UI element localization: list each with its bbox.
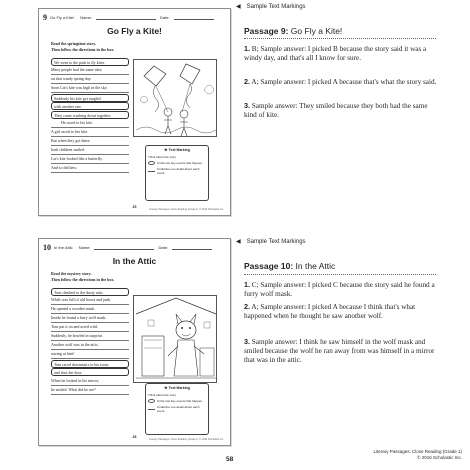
thumbnail-page-number: 10 bbox=[43, 243, 51, 252]
story-line: While was full of old boxes and junk. bbox=[51, 296, 129, 305]
directions-line: Then follow the directions in the box. bbox=[51, 47, 115, 52]
story-line: When he looked in his mirror, bbox=[51, 377, 129, 386]
circle-instruction: Circle two key events that happen. bbox=[148, 161, 206, 165]
thumbnail-header bbox=[43, 13, 226, 22]
page-number: 58 bbox=[226, 456, 234, 463]
name-line bbox=[96, 15, 156, 20]
answer-key-heading: Passage 9: Go Fly a Kite! bbox=[244, 26, 343, 36]
student-page-thumbnail bbox=[38, 238, 231, 446]
text-marking-intro: Think about the story. bbox=[148, 393, 177, 397]
story-line: and shut the door. bbox=[51, 368, 129, 376]
passage-title: In the Attic bbox=[112, 256, 157, 266]
thumbnail-header-title: In the Attic bbox=[54, 245, 73, 250]
thumbnail-credit: Literary Passages: Close Reading (Grade 1) © 2016 Scholastic Inc. bbox=[149, 208, 224, 211]
passage-title: Go Fly a Kite! bbox=[107, 26, 162, 36]
answer-item: 1. B; Sample answer: I picked B because the story said it was a windy day, and that's all I know for sure. bbox=[244, 44, 427, 62]
date-line bbox=[172, 245, 212, 250]
story-line: with another one. bbox=[51, 102, 129, 110]
underline-icon bbox=[148, 409, 155, 410]
thumbnail-header bbox=[43, 243, 226, 252]
answer-key-heading: Passage 10: In the Attic bbox=[244, 261, 336, 271]
directions-line: Read the springtime story. bbox=[51, 41, 97, 46]
dotted-divider bbox=[244, 274, 436, 275]
story-line: staring at him! bbox=[51, 350, 129, 359]
date-line bbox=[174, 15, 214, 20]
story-line: Many people had the same idea bbox=[51, 66, 129, 75]
story-line: Soon Liz's kite was high in the sky. bbox=[51, 84, 129, 93]
story-text bbox=[51, 57, 129, 173]
story-line: They came crashing down together. bbox=[51, 111, 129, 119]
thumbnail-footer-number: 25 bbox=[132, 205, 137, 209]
text-marking-box bbox=[145, 145, 209, 201]
story-line: And so did hers. bbox=[51, 164, 129, 173]
thumbnail-page-number: 9 bbox=[43, 13, 47, 22]
directions bbox=[51, 41, 114, 53]
story-line: Suddenly, he howled in surprise. bbox=[51, 332, 129, 341]
oval-icon bbox=[148, 161, 155, 165]
underline-instruction: Underline one detail about each event. bbox=[148, 405, 206, 413]
thumbnail-credit: Literary Passages: Close Reading (Grade 1) © 2016 Scholastic Inc. bbox=[149, 438, 224, 441]
dotted-divider bbox=[244, 38, 436, 39]
sample-markings-tag: ◀ Sample Text Markings bbox=[236, 3, 306, 10]
circle-instruction: Circle two key events that happen. bbox=[148, 399, 206, 403]
text-marking-title: ★ Text Marking bbox=[164, 385, 190, 390]
story-line: Tom put it on and acted wild. bbox=[51, 323, 129, 332]
story-line: both children smiled. bbox=[51, 146, 129, 155]
story-line: But when they got there, bbox=[51, 137, 129, 146]
text-marking-box bbox=[145, 383, 209, 435]
story-line: He raced to his kite. bbox=[51, 119, 129, 128]
underline-instruction: Underline one detail about each event. bbox=[148, 167, 206, 175]
star-icon: ★ bbox=[164, 385, 168, 390]
student-page-thumbnail bbox=[38, 8, 231, 216]
answer-item: 2. A; Sample answer: I picked A because I think that's what happened when he thought he saw another wolf. bbox=[244, 302, 416, 320]
name-label: Name: bbox=[78, 245, 91, 250]
text-marking-intro: Think about the story. bbox=[148, 155, 177, 159]
sample-markings-tag: ◀ Sample Text Markings bbox=[236, 238, 306, 245]
story-line: Tom raced downstairs to his room bbox=[51, 360, 129, 368]
star-icon: ★ bbox=[164, 147, 168, 152]
thumbnail-header-title: Go Fly a Kite! bbox=[50, 15, 75, 20]
text-marking-title: ★ Text Marking bbox=[164, 147, 190, 152]
story-text bbox=[51, 287, 129, 395]
thumbnail-footer-number: 26 bbox=[132, 435, 137, 439]
story-line: Liz's kite looked like a butterfly. bbox=[51, 155, 129, 164]
story-line: on that windy spring day. bbox=[51, 75, 129, 84]
underline-icon bbox=[148, 171, 155, 172]
directions-line: Read the mystery story. bbox=[51, 271, 92, 276]
date-label: Date: bbox=[158, 245, 169, 250]
oval-icon bbox=[148, 399, 155, 403]
story-line: A girl raced to her kite. bbox=[51, 128, 129, 137]
answer-item: 1. C; Sample answer: I picked C because the story said he found a furry wolf mask. bbox=[244, 280, 435, 298]
story-line: We went to the park to fly kites. bbox=[51, 58, 129, 66]
answer-item: 3. Sample answer: They smiled because they both had the same kind of kite. bbox=[244, 101, 428, 119]
story-line: Suddenly his kite got tangled bbox=[51, 94, 129, 102]
story-line: he smiled. What did he see? bbox=[51, 386, 129, 395]
name-label: Name: bbox=[80, 15, 93, 20]
answer-item: 3. Sample answer: I think he saw himself in the wolf mask and smiled because the wolf he ran away from was himself in a mirror that was in the attic. bbox=[244, 337, 435, 364]
story-line: He opened a wooden trunk. bbox=[51, 305, 129, 314]
story-line: Another wolf was in the attic, bbox=[51, 341, 129, 350]
footer-credit: Literary Passages: Close Reading (Grade 1) © 2016 Scholastic Inc. bbox=[373, 449, 462, 460]
directions-line: Then follow the directions in the box. bbox=[51, 277, 115, 282]
story-line: Inside he found a furry wolf mask. bbox=[51, 314, 129, 323]
attic-wolf-illustration bbox=[133, 295, 217, 383]
story-line: Tom climbed to the dusty attic. bbox=[51, 288, 129, 296]
answer-item: 2. A; Sample answer: I picked A because that's what the story said. bbox=[244, 77, 437, 86]
date-label: Date: bbox=[160, 15, 170, 20]
triangle-left-icon: ◀ bbox=[236, 239, 241, 245]
triangle-left-icon: ◀ bbox=[236, 4, 241, 10]
directions bbox=[51, 271, 114, 283]
kite-illustration bbox=[133, 59, 217, 137]
name-line bbox=[94, 245, 154, 250]
